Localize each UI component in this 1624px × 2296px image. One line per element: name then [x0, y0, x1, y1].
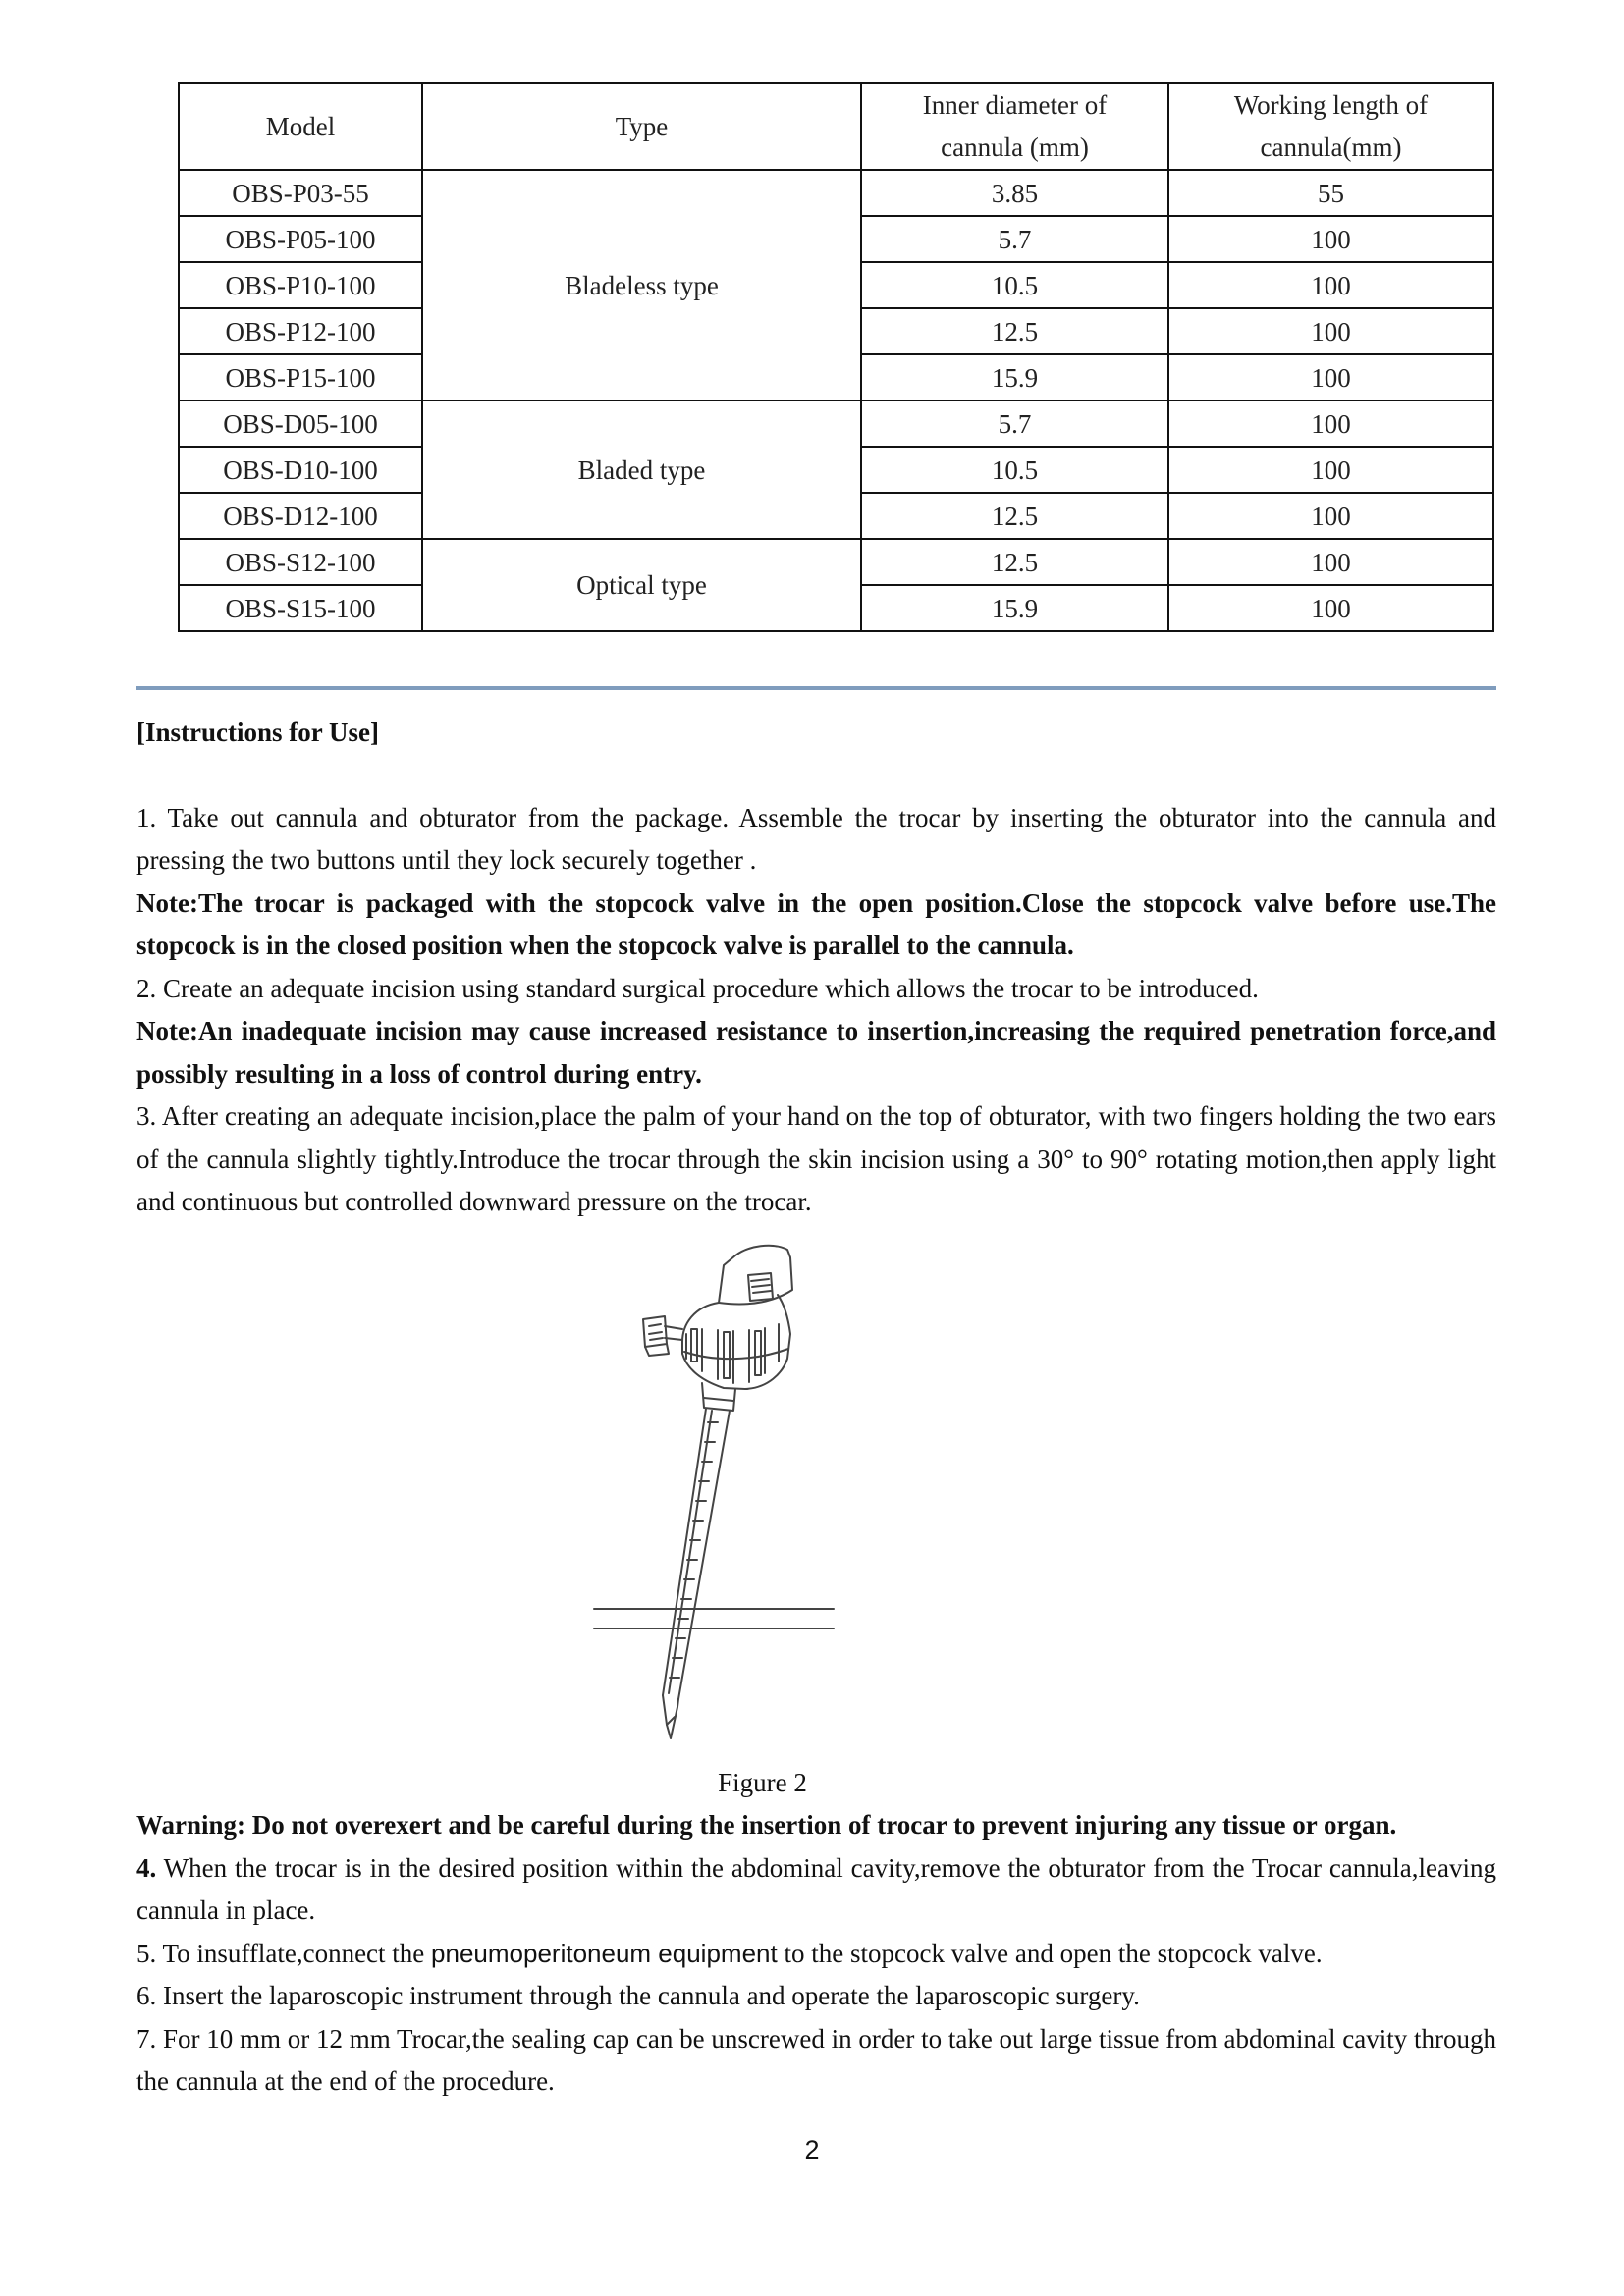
cell-length: 55 [1168, 170, 1493, 216]
step-6: 6. Insert the laparoscopic instrument through the cannula and operate the laparoscopic surgery. [136, 1981, 1140, 2010]
cell-model: OBS-S15-100 [179, 585, 422, 631]
page-number: 2 [804, 2135, 820, 2164]
cell-model: OBS-P03-55 [179, 170, 422, 216]
step-4-text: When the trocar is in the desired position within the abdominal cavity,remove the obturator from the Trocar cannula,leaving cannula in place. [136, 1852, 1496, 1925]
header-working-length: Working length of cannula(mm) [1168, 83, 1493, 170]
cell-type-bladed: Bladed type [422, 400, 861, 539]
cell-model: OBS-D05-100 [179, 400, 422, 447]
step-5: 5. To insufflate,connect the pneumoperitoneum equipment to the stopcock valve and open the stopcock valve. [136, 1938, 1323, 1968]
step-1: 1. Take out cannula and obturator from the package. Assemble the trocar by inserting the obturator into the cannula and pressing the two buttons until they lock securely together . [136, 802, 1496, 875]
cell-length: 100 [1168, 308, 1493, 354]
cell-length: 100 [1168, 447, 1493, 493]
cell-length: 100 [1168, 585, 1493, 631]
cell-model: OBS-P12-100 [179, 308, 422, 354]
table-row [179, 400, 1493, 447]
note-1: Note:The trocar is packaged with the stopcock valve in the open position.Close the stopcock valve before use.The stopcock is in the closed position when the stopcock valve is parallel to the cannula. [136, 887, 1496, 960]
step-4-number: 4. [136, 1852, 157, 1883]
cell-length: 100 [1168, 216, 1493, 262]
cell-diameter: 12.5 [861, 539, 1168, 585]
model-spec-table [178, 82, 1494, 632]
cell-length: 100 [1168, 539, 1493, 585]
cell-model: OBS-P05-100 [179, 216, 422, 262]
cell-model: OBS-S12-100 [179, 539, 422, 585]
cell-diameter: 5.7 [861, 400, 1168, 447]
step-5-equipment: pneumoperitoneum equipment [431, 1938, 778, 1968]
table-row [179, 539, 1493, 585]
cell-model: OBS-P15-100 [179, 354, 422, 400]
step-7: 7. For 10 mm or 12 mm Trocar,the sealing cap can be unscrewed in order to take out large tissue from abdominal cavity through the cannula at the end of the procedure. [136, 2023, 1496, 2096]
cell-diameter: 12.5 [861, 308, 1168, 354]
cell-diameter: 15.9 [861, 354, 1168, 400]
cell-model: OBS-D12-100 [179, 493, 422, 539]
header-model: Model [179, 83, 422, 170]
cell-length: 100 [1168, 400, 1493, 447]
cell-model: OBS-D10-100 [179, 447, 422, 493]
cell-type-bladeless: Bladeless type [422, 170, 861, 400]
cell-type-optical: Optical type [422, 539, 861, 631]
step-4 [136, 1847, 1496, 1933]
warning-text: Warning: Do not overexert and be careful during the insertion of trocar to prevent injuring any tissue or organ. [136, 1810, 1397, 1840]
cell-model: OBS-P10-100 [179, 262, 422, 308]
step-3: 3. After creating an adequate incision,place the palm of your hand on the top of obturator, with two fingers holding the two ears of the cannula slightly tightly.Introduce the trocar through the skin incision using a 30° to 90° rotating motion,then apply light and continuous but controlled downward pressure on the trocar. [136, 1101, 1496, 1216]
header-type: Type [422, 83, 861, 170]
note-2: Note:An inadequate incision may cause increased resistance to insertion,increasing the required penetration force,and possibly resulting in a loss of control during entry. [136, 1016, 1496, 1089]
instructions-section [136, 712, 1496, 2104]
table-header-row [179, 83, 1493, 170]
trocar-illustration [586, 1236, 881, 1756]
section-heading: [Instructions for Use] [136, 718, 379, 747]
trocar-drawing [594, 1245, 834, 1737]
cell-length: 100 [1168, 354, 1493, 400]
cell-diameter: 3.85 [861, 170, 1168, 216]
header-inner-diameter: Inner diameter of cannula (mm) [861, 83, 1168, 170]
cell-length: 100 [1168, 493, 1493, 539]
cell-diameter: 10.5 [861, 447, 1168, 493]
cell-diameter: 5.7 [861, 216, 1168, 262]
cell-diameter: 15.9 [861, 585, 1168, 631]
step-2: 2. Create an adequate incision using standard surgical procedure which allows the trocar to be introduced. [136, 973, 1259, 1003]
cell-length: 100 [1168, 262, 1493, 308]
figure-caption: Figure 2 [718, 1767, 807, 1797]
table-row [179, 170, 1493, 216]
cell-diameter: 12.5 [861, 493, 1168, 539]
cell-diameter: 10.5 [861, 262, 1168, 308]
section-divider [136, 686, 1496, 690]
